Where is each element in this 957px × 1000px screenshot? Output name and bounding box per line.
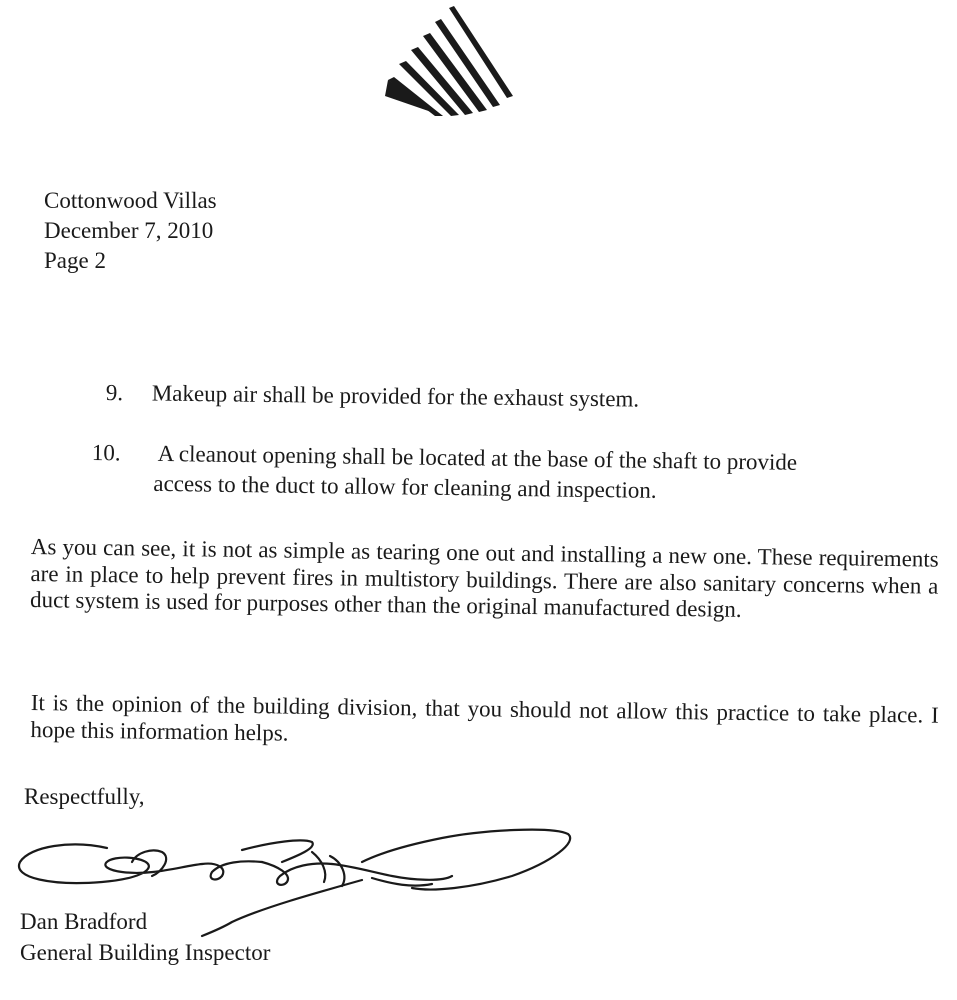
list-item [91,438,947,510]
list-item-text: Makeup air shall be provided for the exhaust system. [151,380,640,412]
recipient-name: Cottonwood Villas [44,188,217,213]
page-number: Page 2 [44,248,106,273]
letter-header [44,186,217,276]
signer-name: Dan Bradford [20,909,148,934]
signer-title: General Building Inspector [20,940,271,965]
body-paragraph: It is the opinion of the building division, that you should not allow this practice to take place. I hope this information helps. [30,690,939,746]
list-item-text-line-2: access to the duct to allow for cleaning and inspection. [153,470,657,503]
closing-salutation: Respectfully, [24,784,145,809]
signer-block [20,906,270,968]
list-item-number: 10. [91,439,121,466]
letter-date: December 7, 2010 [44,218,214,243]
list-item [106,378,640,415]
body-paragraph: As you can see, it is not as simple as tearing one out and installing a new one. These requirements are in place to help prevent fires in multistory buildings. There are also sanitary concerns when a duct system is used for purposes other than the original manufactured design. [29,534,939,622]
stepped-triangle-logo-icon [385,4,517,116]
list-item-text-line-1: A cleanout opening shall be located at the base of the shaft to provide [157,440,798,475]
list-item-number: 9. [105,379,124,406]
